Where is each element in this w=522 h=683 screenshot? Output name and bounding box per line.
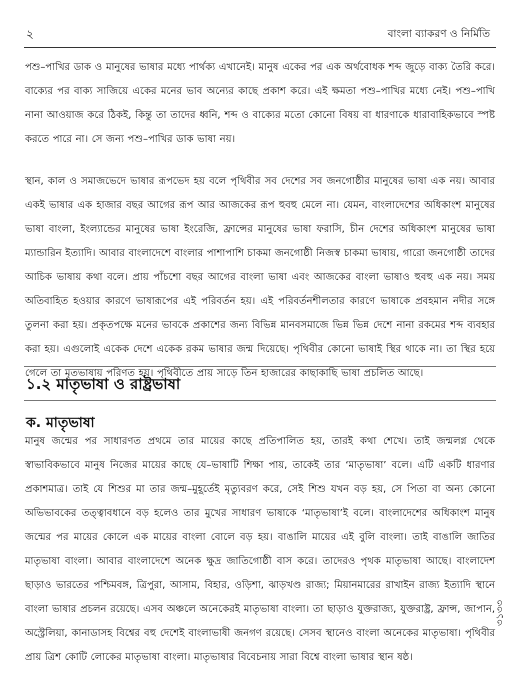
subsection-heading: ক. মাতৃভাষা — [26, 415, 95, 431]
page-number: ২ — [26, 27, 34, 41]
header-rule — [24, 47, 496, 48]
section-rule-bottom — [24, 400, 496, 401]
paragraph-3: মানুষ জন্মের পর সাধারণত প্রথমে তার মায়ের কাছে প্রতিপালিত হয়, তারই কথা শেখে। তাই জন্মলগ্ন থেকে স্বাভাবিকভাবে মানুষ নিজের মায়ের কাছে যে–ভাষাটি শিক্ষা পায়, তাকেই তার ‘মাতৃভাষা’ বলে। এটি একটি ধারণার প্রকাশমাত্র। তাই যে শিশুর মা তার জন্ম–মুহূর্তেই মৃত্যুবরণ করে, সেই শিশু যখন বড় হয়, সে পিতা বা অন্য কোনো অভিভাবকের তত্ত্বাবধানে বড় হলেও তার মুখের সাধারণ ভাষাকে ‘মাতৃভাষা’ই বলে। বাংলাদেশের অধিকাংশ মানুষ জন্মের পর মায়ের কোলে এক মায়ের বাংলা বোলে বড় হয়। বাঙালি মায়ের এই বুলি বাংলা। তাই বাঙালি জাতির মাতৃভাষা বাংলা। আবার বাংলাদেশে অনেক ক্ষুদ্র জাতিগোষ্ঠী বাস করে। তাদেরও পৃথক মাতৃভাষা আছে। বাংলাদেশ ছাড়াও ভারতের পশ্চিমবঙ্গ, ত্রিপুরা, আসাম, বিহার, ওড়িশা, ঝাড়খণ্ড রাজ্য; মিয়ানমারের রাখাইন রাজ্য ইত্যাদি স্থানে বাংলা ভাষার প্রচলন রয়েছে। এসব অঞ্চলে অনেকেরই মাতৃভাষা বাংলা। তা ছাড়াও যুক্তরাজ্য, যুক্তরাষ্ট্র, ফ্রান্স, জাপান, অস্ট্রেলিয়া, কানাডাসহ বিশ্বের বহু দেশেই বাংলাভাষী জনগণ রয়েছে। সেসব স্থানেও বাংলা অনেকের মাতৃভাষা। পৃথিবীর প্রায় ত্রিশ কোটি লোকের মাতৃভাষা বাংলা। মাতৃভাষার বিবেচনায় সারা বিশ্বে বাংলা ভাষার স্থান ষষ্ঠ। — [25, 436, 495, 663]
section-rule-top — [24, 366, 496, 367]
side-page-mark: ৩১৩৩ — [495, 600, 506, 626]
paragraph-1: পশু–পাখির ডাক ও মানুষের ভাষার মধ্যে পার্থক্য এখানেই। মানুষ একের পর এক অর্থবোধক শব্দ জুড়ে বাক্য তৈরি করে। বাক্যের পর বাক্য সাজিয়ে একের মনের ভাব অন্যের কাছে প্রকাশ করে। এই ক্ষমতা পশু–পাখির মধ্যে নেই। পশু–পাখি নানা আওয়াজ করে ঠিকই, কিন্তু তা তাদের ধ্বনি, শব্দ ও বাক্যের মতো কোনো বিষয় বা ধারণাকে ধারাবাহিকভাবে স্পষ্ট করতে পারে না। সে জন্য পশু–পাখির ডাক ভাষা নয়। — [25, 62, 495, 145]
running-title: বাংলা ব্যাকরণ ও নির্মিতি — [387, 28, 490, 40]
paragraph-2: স্থান, কাল ও সমাজভেদে ভাষার রূপভেদ হয় বলে পৃথিবীর সব দেশের সব জনগোষ্ঠীর মানুষের ভাষা এক নয়। আবার একই ভাষার এক হাজার বছর আগের রূপ আর আজকের রূপ হুবহু মেলে না। যেমন, বাংলাদেশের অধিকাংশ মানুষের ভাষা বাংলা, ইংল্যান্ডের মানুষের ভাষা ইংরেজি, ফ্রান্সের মানুষের ভাষা ফরাসি, চীন দেশের অধিকাংশ মানুষের ভাষা ম্যান্ডারিন ইত্যাদি। আবার বাংলাদেশে বাংলার পাশাপাশি চাকমা জনগোষ্ঠী নিজস্ব চাকমা ভাষায়, গারো জনগোষ্ঠী তাদের আচিক ভাষায় কথা বলে। প্রায় পাঁচশো বছর আগের বাংলা ভাষা এবং আজকের বাংলা ভাষাও হুবহু এক নয়। সময় অতিবাহিত হওয়ার কারণে ভাষারূপের এই পরিবর্তন হয়। এই পরিবর্তনশীলতার কারণে ভাষাকে প্রবহমান নদীর সঙ্গে তুলনা করা হয়। প্রকৃতপক্ষে মনের ভাবকে প্রকাশের জন্য বিভিন্ন মানবসমাজে ভিন্ন ভিন্ন দেশে নানা রকমের শব্দ ব্যবহার করা হয়। এগুলোই একেক দেশে একেক রকম ভাষার জন্ম দিয়েছে। পৃথিবীর কোনো ভাষাই স্থির থাকে না। তা স্থির হয়ে গেলে তা মৃতভাষায় পরিণত হয়। পৃথিবীতে প্রায় সাড়ে তিন হাজারের কাছাকাছি ভাষা প্রচলিত আছে। — [25, 176, 495, 379]
section-heading: ১.২ মাতৃভাষা ও রাষ্ট্রভাষা — [26, 375, 181, 393]
